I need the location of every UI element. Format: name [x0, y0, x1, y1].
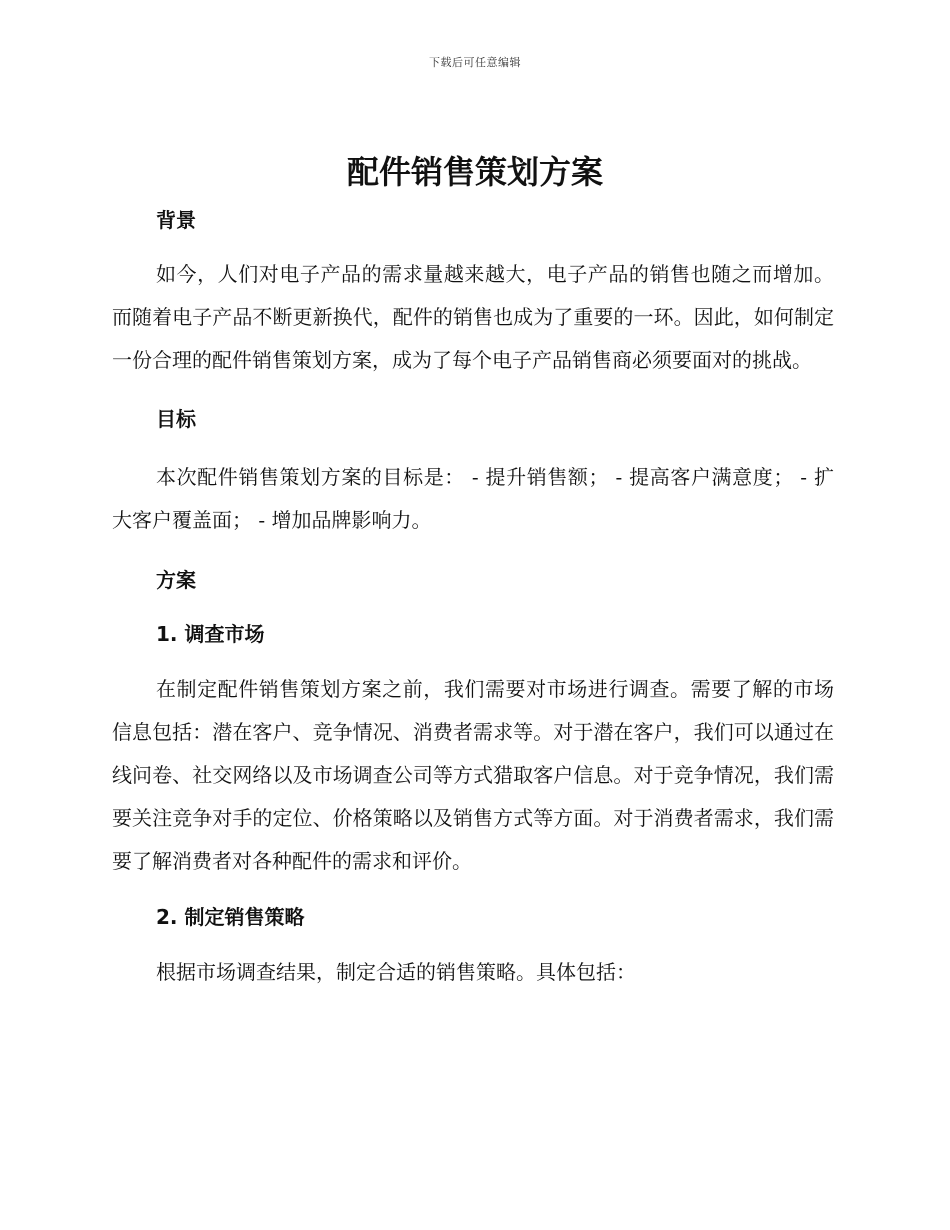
- paragraph-market-research: 在制定配件销售策划方案之前，我们需要对市场进行调查。需要了解的市场信息包括：潜在客户、竞争情况、消费者需求等。对于潜在客户，我们可以通过在线问卷、社交网络以及市场调查公司等方式猎取客户信息。对于竞争情况，我们需要关注竞争对手的定位、价格策略以及销售方式等方面。对于消费者需求，我们需要了解消费者对各种配件的需求和评价。: [112, 677, 834, 873]
- section-heading-goal: 目标: [156, 407, 196, 431]
- subheading-sales-strategy: 2. 制定销售策略: [156, 905, 305, 929]
- section-heading-background: 背景: [156, 208, 196, 232]
- paragraph-background: 如今，人们对电子产品的需求量越来越大，电子产品的销售也随之而增加。而随着电子产品不断更新换代，配件的销售也成为了重要的一环。因此，如何制定一份合理的配件销售策划方案，成为了每个电子产品销售商必须要面对的挑战。: [112, 262, 834, 372]
- document-title: 配件销售策划方案: [346, 153, 603, 191]
- paragraph-goal: 本次配件销售策划方案的目标是： - 提升销售额； - 提高客户满意度； - 扩大客户覆盖面； - 增加品牌影响力。: [112, 465, 834, 532]
- section-heading-plan: 方案: [156, 568, 196, 592]
- subheading-market-research: 1. 调查市场: [156, 622, 265, 646]
- document-body: [112, 198, 834, 994]
- header-note: 下载后可任意编辑: [429, 56, 521, 69]
- paragraph-sales-strategy: 根据市场调查结果，制定合适的销售策略。具体包括：: [156, 960, 636, 984]
